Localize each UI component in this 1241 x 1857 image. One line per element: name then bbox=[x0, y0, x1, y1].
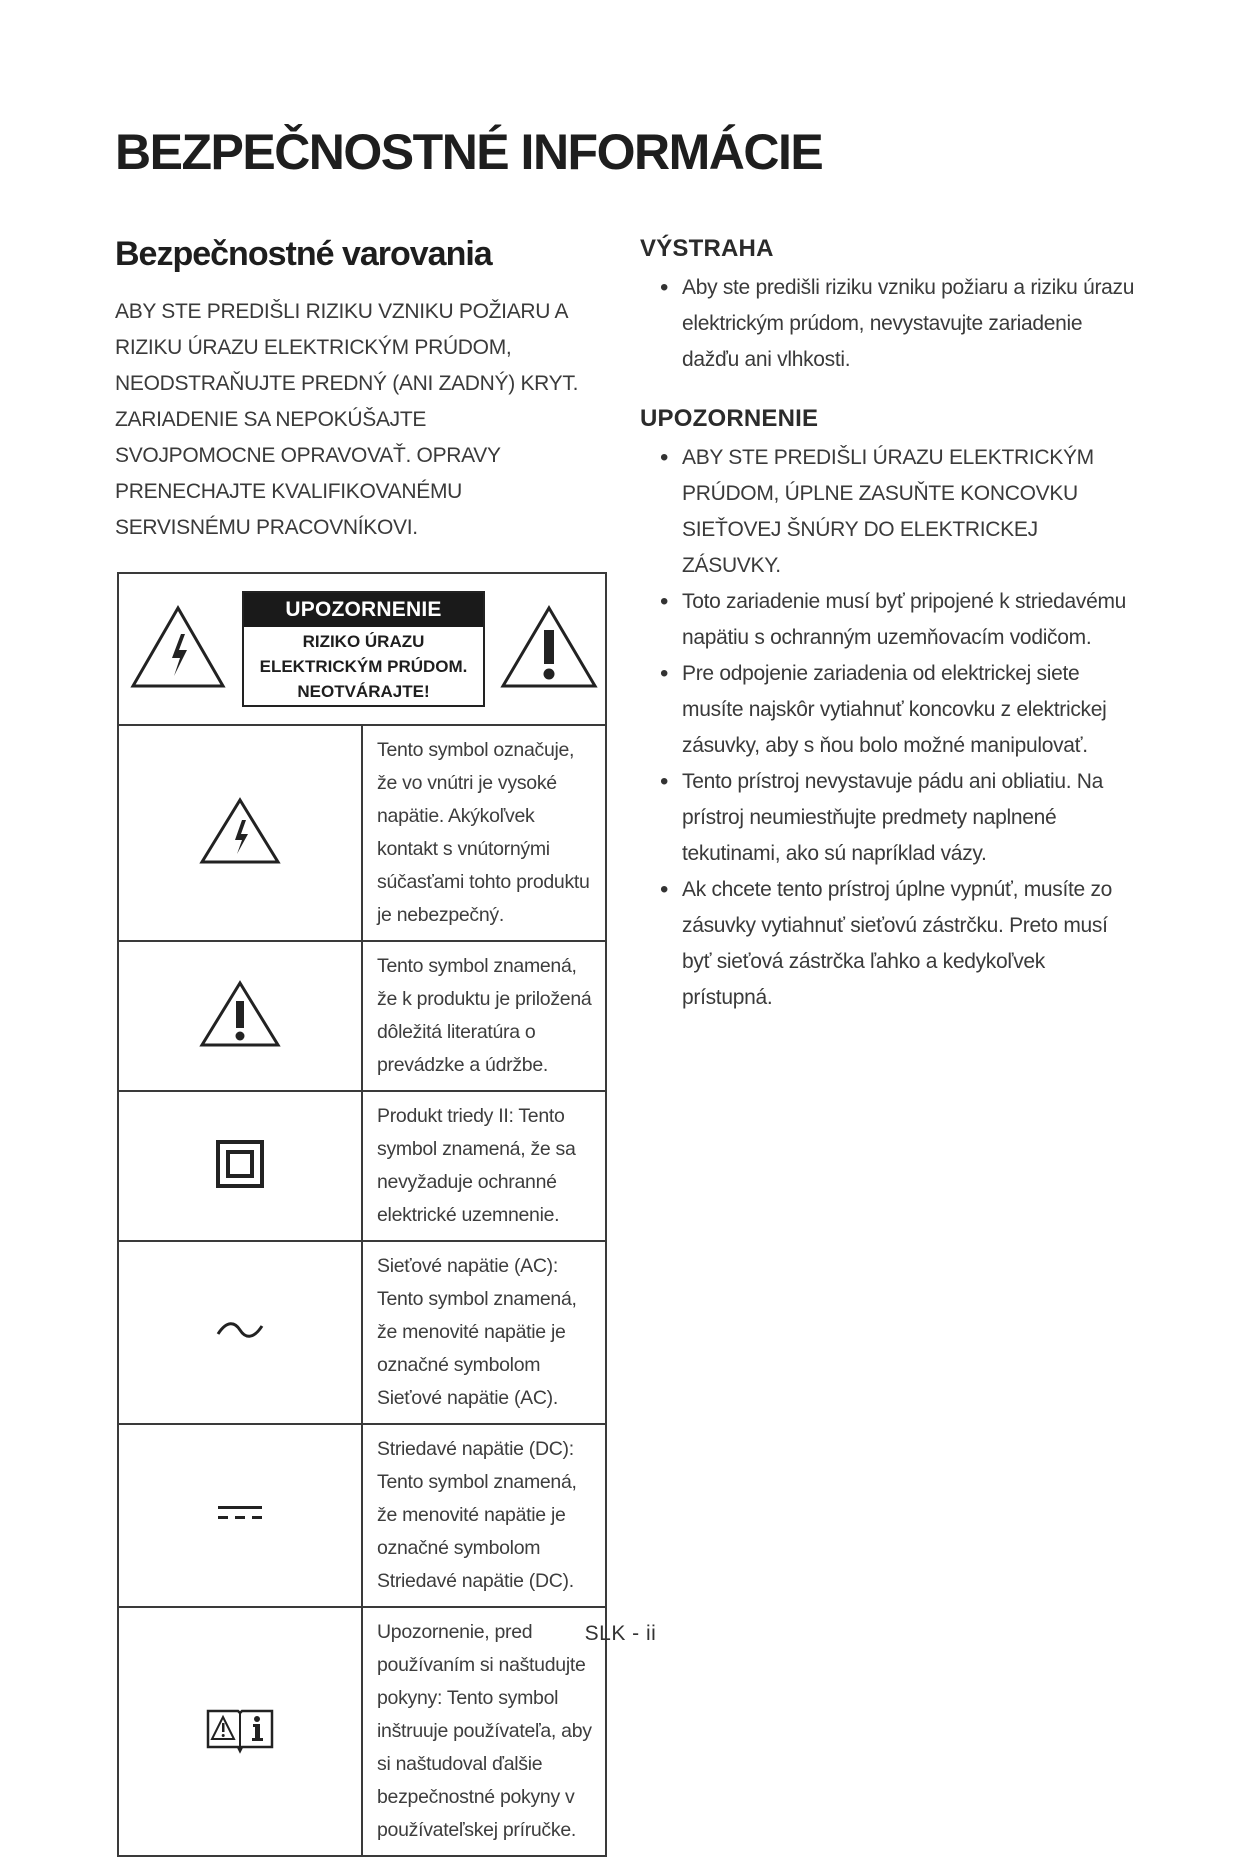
safety-warnings-heading: Bezpečnostné varovania bbox=[115, 235, 492, 273]
caution-line-3: NEOTVÁRAJTE! bbox=[297, 682, 430, 701]
dc-lines-icon bbox=[216, 1510, 264, 1527]
caution-list bbox=[640, 440, 1140, 1016]
shock-warning-text: ABY STE PREDIŠLI RIZIKU VZNIKU POŽIARU A RIZIKU ÚRAZU ELEKTRICKÝM PRÚDOM, NEODSTRAŇUJTE PREDNÝ (ANI ZADNÝ) KRYT. ZARIADENIE SA NEPOKÚŠAJTE SVOJPOMOCNE OPRAVOVAŤ. OPRAVY PRENECHAJTE KVALIFIKOVANÉMU SERVISNÉMU PRACOVNÍKOVI. bbox=[115, 300, 579, 539]
double-square-icon bbox=[215, 1176, 265, 1193]
symbol-row bbox=[118, 1091, 606, 1241]
symbol-description: Sieťové napätie (AC): Tento symbol znamená, že menovité napätie je označné symbolom Sieťové napätie (AC). bbox=[362, 1241, 606, 1424]
symbol-description: Upozornenie, pred používaním si naštudujte pokyny: Tento symbol inštruuje používateľa, aby si naštudoval ďalšie bezpečnostné pokyny v používateľskej príručke. bbox=[362, 1607, 606, 1856]
lightning-triangle-icon bbox=[198, 853, 282, 870]
left-column bbox=[115, 232, 615, 546]
list-item: • Tento prístroj nevystavuje pádu ani obliatiu. Na prístroj neumiestňujte predmety naplnené tekutinami, ako sú napríklad vázy. bbox=[670, 764, 1140, 872]
list-item: • Toto zariadenie musí byť pripojené k striedavému napätiu s ochranným uzemňovacím vodičom. bbox=[670, 584, 1140, 656]
symbol-description: Tento symbol znamená, že k produktu je priložená dôležitá literatúra o prevádzke a údržbe. bbox=[362, 941, 606, 1091]
caution-line-2: ELEKTRICKÝM PRÚDOM. bbox=[259, 657, 468, 676]
symbol-description: Produkt triedy II: Tento symbol znamená, že sa nevyžaduje ochranné elektrické uzemnenie. bbox=[362, 1091, 606, 1241]
caution-line-1: RIZIKO ÚRAZU bbox=[302, 632, 425, 651]
warning-list bbox=[640, 270, 1140, 378]
caution-label bbox=[119, 574, 605, 724]
page-number: SLK - ii bbox=[584, 1622, 657, 1645]
symbol-description: Tento symbol označuje, že vo vnútri je vysoké napätie. Akýkoľvek kontakt s vnútornými súčasťami tohto produktu je nebezpečný. bbox=[362, 725, 606, 941]
caution-label-row bbox=[118, 573, 606, 725]
list-item: • Aby ste predišli riziku vzniku požiaru a riziku úrazu elektrickým prúdom, nevystavujte zariadenie dažďu ani vlhkosti. bbox=[670, 270, 1140, 378]
list-item: • Pre odpojenie zariadenia od elektrickej siete musíte najskôr vytiahnuť koncovku z elektrickej zásuvky, aby s ňou bolo možné manipulovať. bbox=[670, 656, 1140, 764]
list-item: • ABY STE PREDIŠLI ÚRAZU ELEKTRICKÝM PRÚDOM, ÚPLNE ZASUŇTE KONCOVKU SIEŤOVEJ ŠNÚRY DO ELEKTRICKEJ ZÁSUVKY. bbox=[670, 440, 1140, 584]
symbol-row bbox=[118, 1241, 606, 1424]
lightning-triangle-icon bbox=[129, 604, 227, 695]
symbol-description: Striedavé napätie (DC): Tento symbol znamená, že menovité napätie je označné symbolom Striedavé napätie (DC). bbox=[362, 1424, 606, 1607]
exclamation-triangle-icon bbox=[499, 604, 599, 695]
caution-heading: UPOZORNENIE bbox=[640, 405, 819, 432]
caution-box bbox=[242, 591, 485, 707]
symbols-table bbox=[117, 572, 607, 1857]
right-column bbox=[640, 232, 1140, 1016]
symbol-row bbox=[118, 725, 606, 941]
manual-book-icon bbox=[205, 1742, 275, 1759]
symbol-row bbox=[118, 941, 606, 1091]
tilde-ac-icon bbox=[215, 1329, 265, 1346]
exclamation-triangle-icon bbox=[198, 1036, 282, 1053]
page-title: BEZPEČNOSTNÉ INFORMÁCIE bbox=[115, 124, 823, 180]
warning-heading: VÝSTRAHA bbox=[640, 235, 774, 262]
list-item: • Ak chcete tento prístroj úplne vypnúť, musíte zo zásuvky vytiahnuť sieťovú zástrčku. Preto musí byť sieťová zástrčka ľahko a kedykoľvek prístupná. bbox=[670, 872, 1140, 1016]
symbol-row bbox=[118, 1424, 606, 1607]
caution-box-title: UPOZORNENIE bbox=[244, 593, 483, 627]
